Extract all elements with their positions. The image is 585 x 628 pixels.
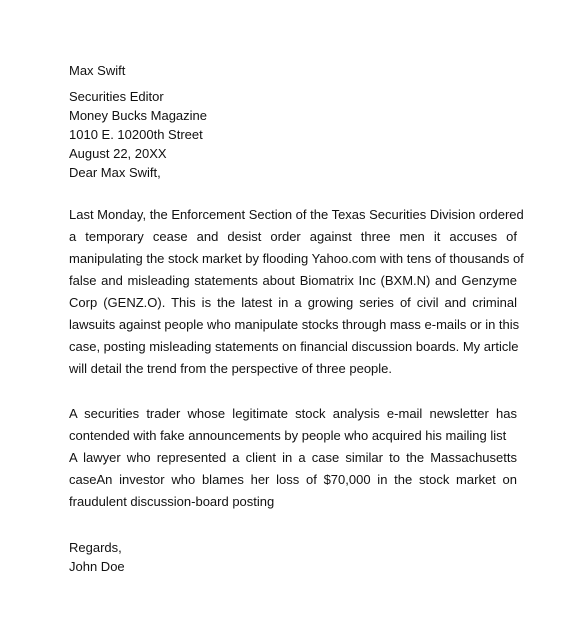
recipient-name: Max Swift — [69, 63, 126, 78]
paragraph-line: case, posting misleading statements on financial discussion boards. My article — [69, 339, 519, 354]
paragraph-line: will detail the trend from the perspective of three people. — [69, 361, 393, 376]
paragraph-line: A securities trader whose legitimate stock analysis e-mail newsletter has — [69, 406, 517, 421]
paragraph-line: caseAn investor who blames her loss of $70,000 in the stock market on — [69, 472, 517, 487]
company-name: Money Bucks Magazine — [69, 108, 208, 123]
recipient-title: Securities Editor — [69, 89, 164, 104]
signature-name: John Doe — [69, 559, 125, 574]
letter-date: August 22, 20XX — [69, 146, 167, 161]
paragraph-line: lawsuits against people who manipulate stocks through mass e-mails or in this — [69, 317, 520, 332]
paragraph-line: false and misleading statements about Biomatrix Inc (BXM.N) and Genzyme — [69, 273, 517, 288]
paragraph-line: contended with fake announcements by people who acquired his mailing list — [69, 428, 507, 443]
closing: Regards, — [69, 540, 122, 555]
street-address: 1010 E. 10200th Street — [69, 127, 203, 142]
paragraph-line: a temporary cease and desist order against three men it accuses of — [69, 229, 517, 244]
paragraph-line: Last Monday, the Enforcement Section of the Texas Securities Division ordered — [69, 207, 524, 222]
paragraph-line: A lawyer who represented a client in a case similar to the Massachusetts — [69, 450, 517, 465]
paragraph-line: manipulating the stock market by flooding Yahoo.com with tens of thousands of — [69, 251, 524, 266]
paragraph-line: fraudulent discussion-board posting — [69, 494, 275, 509]
salutation: Dear Max Swift, — [69, 165, 161, 180]
paragraph-line: Corp (GENZ.O). This is the latest in a growing series of civil and criminal — [69, 295, 517, 310]
